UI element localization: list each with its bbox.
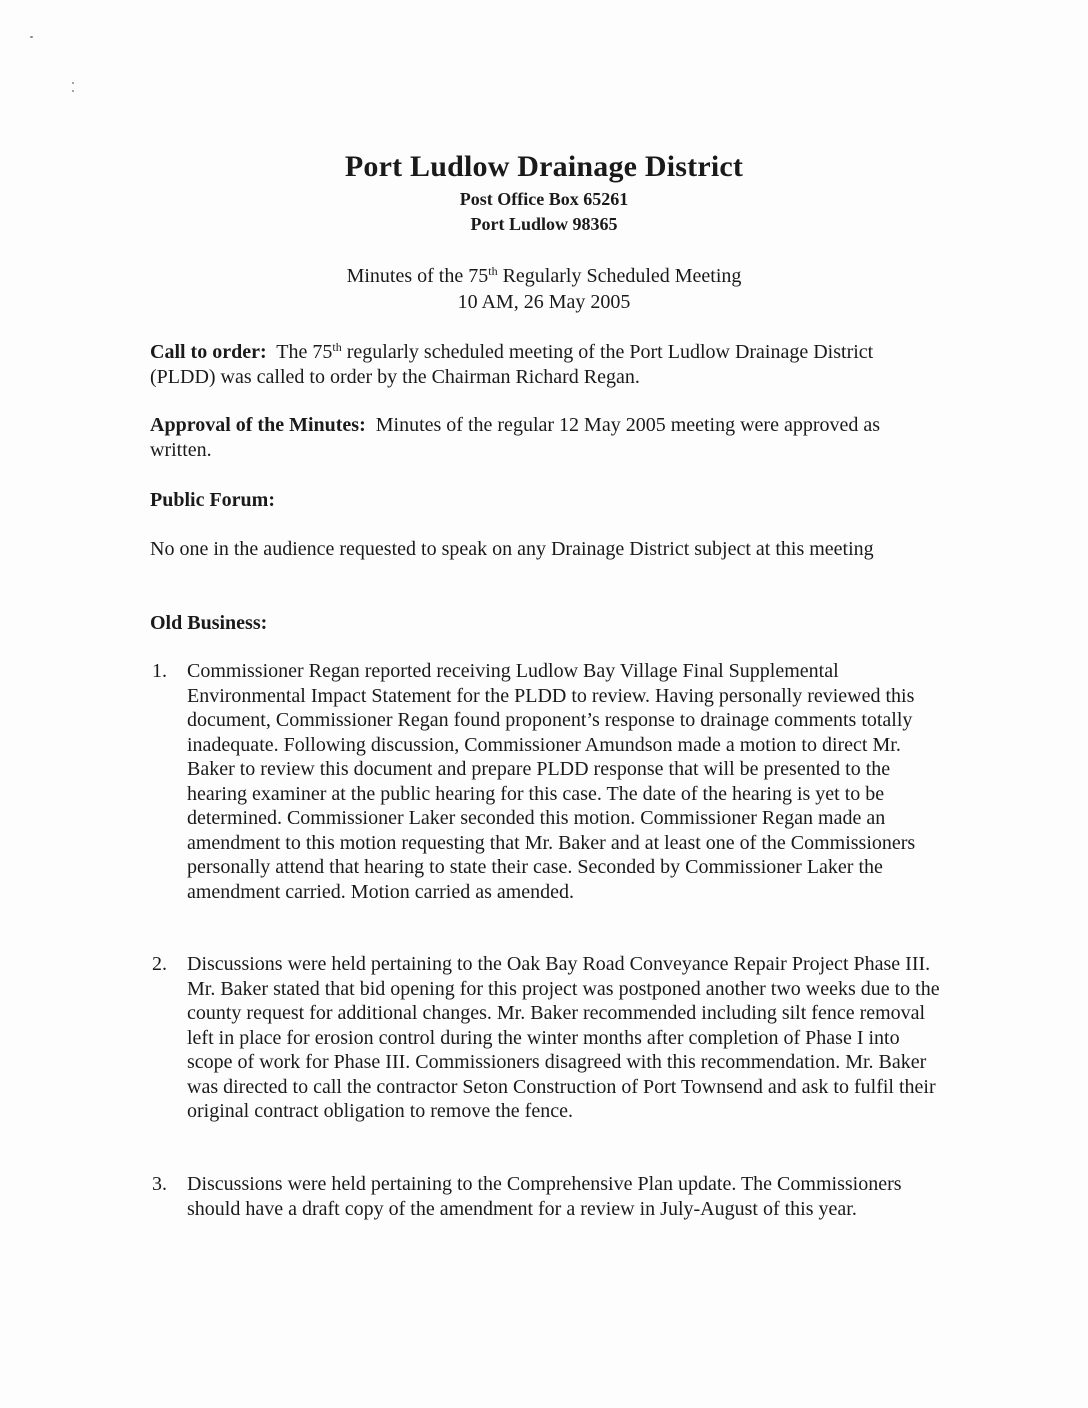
old-business-heading: Old Business: xyxy=(150,612,268,634)
list-item-text: Discussions were held pertaining to the Comprehensive Plan update. The Commissioners should have a draft copy of the amendment for a review in July-August of this year. xyxy=(187,1173,902,1220)
approval-text: Minutes of the regular 12 May 2005 meeting were approved as written. xyxy=(150,414,886,461)
minutes-title-sup: th xyxy=(488,264,498,278)
call-to-order-section xyxy=(150,340,940,389)
list-item xyxy=(150,952,940,1124)
list-item xyxy=(150,1172,940,1221)
public-forum-text: No one in the audience requested to speak on any Drainage District subject at this meeting xyxy=(150,538,874,560)
minutes-title-post: Regularly Scheduled Meeting xyxy=(497,265,742,287)
list-item xyxy=(150,659,940,904)
call-to-order-heading: Call to order: xyxy=(150,341,267,363)
address-line-2: Port Ludlow 98365 xyxy=(470,214,618,234)
list-item-number: 3. xyxy=(152,1173,167,1195)
call-to-order-sup: th xyxy=(332,340,342,354)
list-item-number: 2. xyxy=(152,953,167,975)
minutes-date: 10 AM, 26 May 2005 xyxy=(457,291,631,313)
call-to-order-text-post: regularly scheduled meeting of the Port Ludlow Drainage District (PLDD) was called to order by the Chairman Richard Regan. xyxy=(150,341,874,388)
minutes-title-pre: Minutes of the 75 xyxy=(346,265,489,287)
list-item-text: Commissioner Regan reported receiving Ludlow Bay Village Final Supplemental Environmental Impact Statement for the PLDD to review. Having personally reviewed this document, Commissioner Regan found proponent’s response to drainage comments totally inadequate. Following discussion, Commissioner Amundson made a motion to direct Mr. Baker to review this document and prepare PLDD response that will be presented to the hearing examiner at the public hearing for this case. The date of the hearing is yet to be determined. Commissioner Laker seconded this motion. Commissioner Regan made an amendment to this motion requesting that Mr. Baker and at least one of the Commissioners personally attend that hearing to state their case. Seconded by Commissioner Laker the amendment carried. Motion carried as amended. xyxy=(187,660,916,903)
scan-speck xyxy=(72,90,74,92)
org-name: Port Ludlow Drainage District xyxy=(344,150,744,183)
list-item-number: 1. xyxy=(152,660,167,682)
public-forum-heading: Public Forum: xyxy=(150,489,275,511)
call-to-order-text-pre: The 75 xyxy=(266,341,333,363)
scan-speck xyxy=(72,82,74,84)
approval-heading: Approval of the Minutes: xyxy=(150,414,366,436)
list-item-text: Discussions were held pertaining to the Oak Bay Road Conveyance Repair Project Phase III. Mr. Baker stated that bid opening for this project was postponed another two weeks due to the county request for additional changes. Mr. Baker recommended including silt fence removal left in place for erosion control during the winter months after completion of Phase I into scope of work for Phase III. Commissioners disagreed with this recommendation. Mr. Baker was directed to call the contractor Seton Construction of Port Townsend and ask to fulfil their original contract obligation to remove the fence. xyxy=(187,953,940,1122)
address-line-1: Post Office Box 65261 xyxy=(459,189,629,209)
minutes-title xyxy=(0,265,1088,288)
approval-section xyxy=(150,413,940,462)
scan-speck xyxy=(30,36,33,38)
